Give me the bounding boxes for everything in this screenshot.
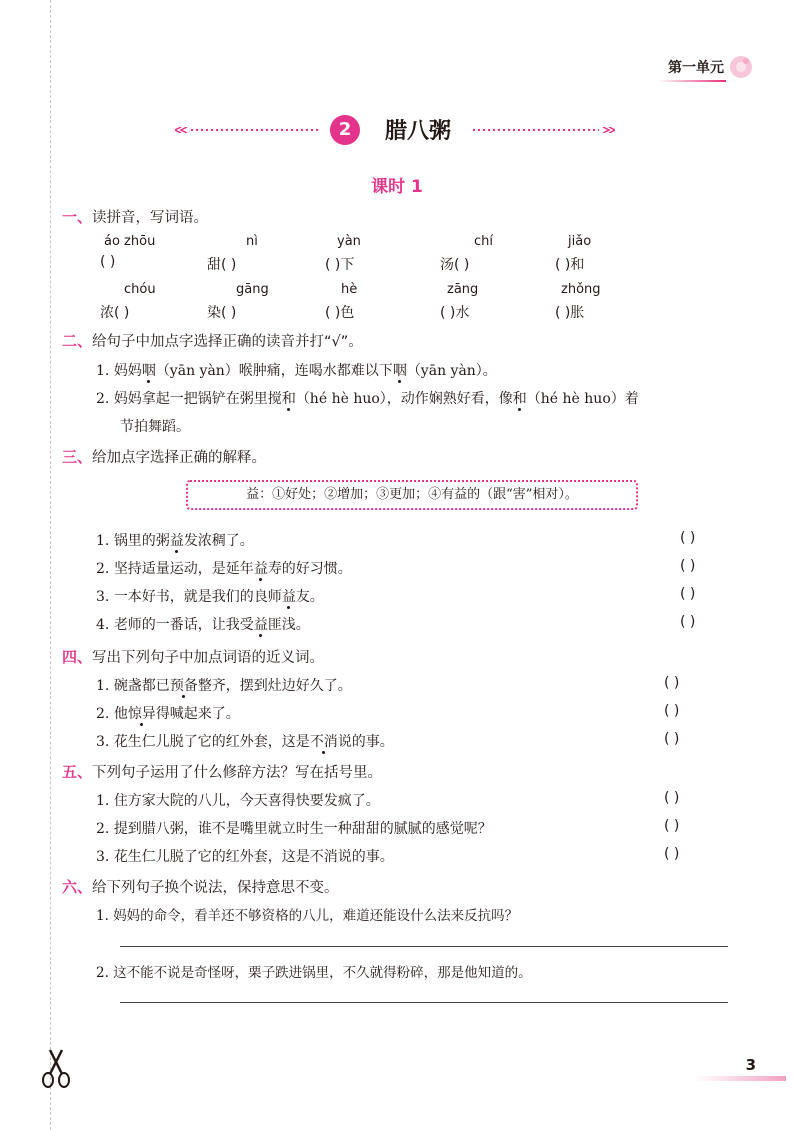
dotted-char: 咽: [392, 363, 407, 379]
pinyin: chóu: [124, 282, 156, 297]
answer-blank[interactable]: ( )色: [325, 305, 355, 321]
answer-blank[interactable]: ( )和: [555, 257, 585, 273]
lesson-title: 腊八粥: [385, 119, 452, 144]
pinyin: zāng: [447, 282, 479, 297]
section-2-heading: 二、 给句子中加点字选择正确的读音并打“√”。: [62, 332, 363, 350]
answer-blank[interactable]: 浓( ): [100, 305, 130, 321]
question-4-1: 1. 碗盏都已预备整齐，摆到灶边好久了。: [96, 678, 352, 694]
answer-blank[interactable]: ( )下: [325, 257, 355, 273]
pinyin: gāng: [236, 282, 269, 297]
answer-line[interactable]: [120, 946, 728, 947]
scissors-icon: [40, 1048, 74, 1090]
dotted-word: 不消: [309, 734, 338, 750]
lesson-title-row: [175, 112, 615, 148]
unit-label: 第一单元: [668, 60, 724, 76]
question-3-3: 3. 一本好书，就是我们的良师益友。: [96, 589, 324, 605]
pinyin: jiǎo: [568, 234, 592, 249]
answer-blank[interactable]: ( )胀: [555, 305, 585, 321]
dotted-word: 惊异: [127, 706, 156, 722]
dotted-char: 益: [169, 533, 184, 549]
answer-blank[interactable]: 汤( ): [440, 257, 470, 273]
question-6-2: 2. 这不能不说是奇怪呀，栗子跌进锅里，不久就得粉碎，那是他知道的。: [96, 965, 532, 981]
section-5-heading: 五、 下列句子运用了什么修辞方法？写在括号里。: [62, 763, 383, 781]
answer-paren[interactable]: ( ): [680, 530, 696, 546]
question-5-3: 3. 花生仁儿脱了它的红外套，这是不消说的事。: [96, 849, 394, 865]
pinyin: yàn: [337, 234, 361, 249]
question-4-2: 2. 他惊异得喊起来了。: [96, 706, 240, 722]
right-arrows-decoration: [473, 127, 615, 133]
margin-dash-line: [50, 0, 51, 1130]
pinyin: hè: [341, 282, 358, 297]
dotted-char: 益: [253, 561, 268, 577]
question-5-2: 2. 提到腊八粥，谁不是嘴里就立时生一种甜甜的腻腻的感觉呢？: [96, 821, 492, 837]
answer-blank[interactable]: 染( ): [207, 305, 237, 321]
question-5-1: 1. 住方家大院的八儿，今天喜得快要发疯了。: [96, 793, 380, 809]
dotted-char: 咽: [141, 363, 156, 379]
question-2-1: 1. 妈妈咽（yān yàn）喉肿痛，连喝水都难以下咽（yān yàn）。: [96, 363, 497, 379]
dotted-char: 益: [253, 617, 268, 633]
answer-blank[interactable]: ( )水: [440, 305, 470, 321]
question-4-3: 3. 花生仁儿脱了它的红外套，这是不消说的事。: [96, 734, 394, 750]
pinyin: chí: [474, 234, 493, 249]
section-6-heading: 六、 给下列句子换个说法，保持意思不变。: [62, 878, 339, 896]
unit-underline: [658, 80, 726, 82]
answer-blank[interactable]: 甜( ): [207, 257, 237, 273]
pinyin: nì: [246, 234, 258, 249]
dotted-word: 预备: [169, 678, 198, 694]
question-2-2: 2. 妈妈拿起一把锅铲在粥里搅和（hé hè huo），动作娴熟好看，像和（hé hè huo）着: [96, 391, 639, 407]
section-4-heading: 四、 写出下列句子中加点词语的近义词。: [62, 648, 325, 666]
question-3-4: 4. 老师的一番话，让我受益匪浅。: [96, 617, 310, 633]
answer-line[interactable]: [120, 1002, 728, 1003]
question-3-2: 2. 坚持适量运动，是延年益寿的好习惯。: [96, 561, 352, 577]
lesson-number-badge: 2: [330, 115, 360, 145]
dotted-char: 和: [512, 391, 527, 407]
unit-tab: [668, 52, 754, 82]
answer-blank[interactable]: ( ): [100, 254, 116, 270]
left-arrows-decoration: [175, 127, 320, 133]
answer-paren[interactable]: ( ): [664, 731, 680, 747]
section-1-heading: 一、 读拼音，写词语。: [62, 208, 209, 226]
page-number-bar: [696, 1076, 786, 1081]
question-6-1: 1. 妈妈的命令，看羊还不够资格的八儿，难道还能设什么法来反抗吗？: [96, 908, 519, 924]
dotted-char: 益: [281, 589, 296, 605]
dotted-char: 和: [281, 391, 296, 407]
answer-paren[interactable]: ( ): [680, 558, 696, 574]
answer-paren[interactable]: ( ): [680, 586, 696, 602]
answer-paren[interactable]: ( ): [664, 675, 680, 691]
flower-icon: [728, 54, 754, 80]
answer-paren[interactable]: ( ): [664, 790, 680, 806]
pinyin: zhǒng: [561, 282, 601, 297]
lesson-period: 课时 1: [371, 177, 423, 197]
page-number: 3: [745, 1056, 756, 1074]
question-3-1: 1. 锅里的粥益发浓稠了。: [96, 533, 254, 549]
answer-paren[interactable]: ( ): [664, 818, 680, 834]
definition-box: 益：①好处；②增加；③更加；④有益的（跟“害”相对）。: [186, 480, 638, 510]
pinyin: áo zhōu: [104, 234, 156, 249]
answer-paren[interactable]: ( ): [664, 703, 680, 719]
answer-paren[interactable]: ( ): [664, 846, 680, 862]
answer-paren[interactable]: ( ): [680, 614, 696, 630]
section-3-heading: 三、 给加点字选择正确的解释。: [62, 448, 267, 466]
question-2-2-continued: 节拍舞蹈。: [120, 419, 190, 435]
